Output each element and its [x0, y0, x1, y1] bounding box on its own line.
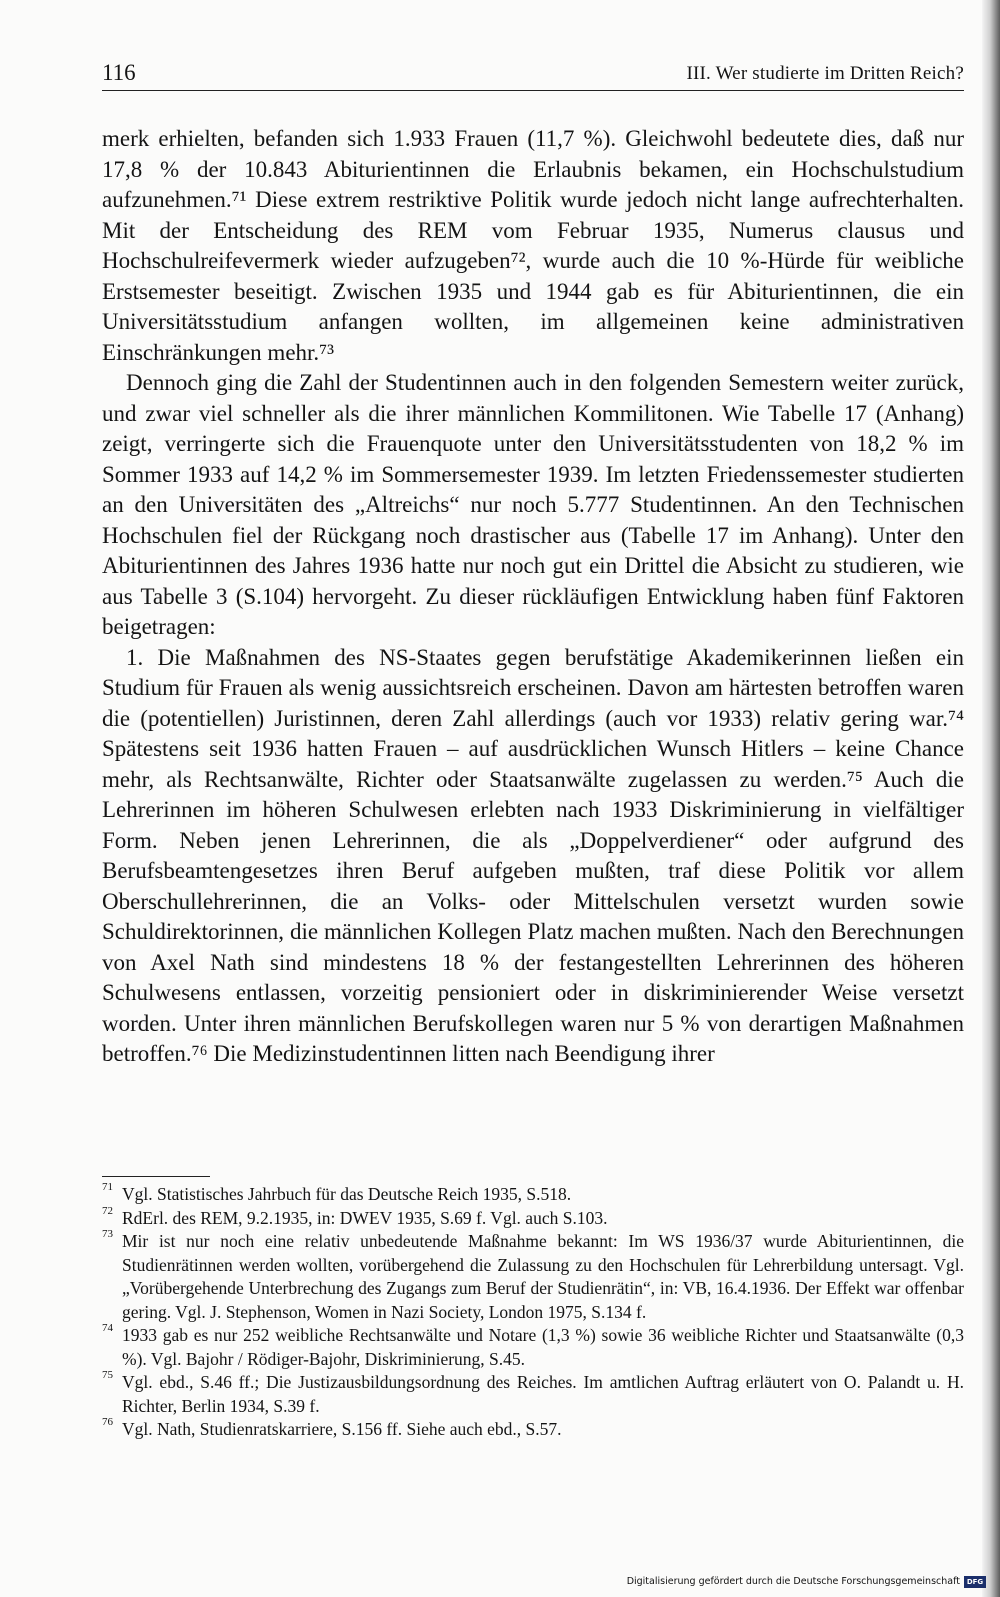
page-number: 116 — [102, 60, 136, 85]
footnote-text: Vgl. ebd., S.46 ff.; Die Justizausbildungsordnung des Reiches. Im amtlichen Auftrag erläutert von O. Palandt u. H. Richter, Berlin 1934, S.39 f. — [122, 1372, 964, 1416]
footnote-number: 74 — [102, 1322, 113, 1334]
dfg-logo: DFG — [964, 1576, 986, 1588]
footnote-text: RdErl. des REM, 9.2.1935, in: DWEV 1935, S.69 f. Vgl. auch S.103. — [122, 1207, 608, 1228]
footnote-divider — [102, 1176, 210, 1177]
running-head: III. Wer studierte im Dritten Reich? — [686, 63, 964, 84]
footnote — [102, 1324, 964, 1371]
footnote-number: 72 — [102, 1204, 113, 1217]
footnote — [102, 1418, 964, 1442]
digitization-credit — [627, 1575, 986, 1589]
footnote — [102, 1183, 964, 1207]
footnote-text: Mir ist nur noch eine relativ unbedeutende Maßnahme bekannt: Im WS 1936/37 wurde Abiturientinnen, die Studienrätinnen werden wollten, vorübergehend die Zulassung zu den Hochschulen für Lehrerbildung untersagt. Vgl. „Vorübergehende Unterbrechung des Zugangs zum Beruf der Studienrätin“, in: VB, 16.4.1936. Der Effekt war offenbar gering. Vgl. J. Stephenson, Women in Nazi Society, London 1975, S.134 f. — [122, 1231, 964, 1322]
credit-text: Digitalisierung gefördert durch die Deutsche Forschungsgemeinschaft — [626, 1576, 960, 1587]
footnote-number: 71 — [102, 1181, 113, 1193]
footnote — [102, 1371, 964, 1418]
body-text — [102, 124, 964, 1070]
page-header — [102, 58, 964, 91]
scan-edge-shadow — [982, 0, 1000, 1597]
footnote — [102, 1204, 964, 1231]
footnote-text: 1933 gab es nur 252 weibliche Rechtsanwälte und Notare (1,3 %) sowie 36 weibliche Richter und Staatsanwälte (0,3 %). Vgl. Bajohr / Rödiger-Bajohr, Diskriminierung, S.45. — [122, 1325, 964, 1369]
paragraph: 1. Die Maßnahmen des NS-Staates gegen berufstätige Akademikerinnen ließen ein Studium für Frauen als wenig aussichtsreich erscheinen. Davon am härtesten betroffen waren die (potentiellen) Juristinnen, deren Zahl allerdings (auch vor 1933) relativ gering war.⁷⁴ Spätestens seit 1936 hatten Frauen – auf ausdrücklichen Wunsch Hitlers – keine Chance mehr, als Rechtsanwälte, Richter oder Staatsanwälte zugelassen zu werden.⁷⁵ Auch die Lehrerinnen im höheren Schulwesen erlebten nach 1933 Diskriminierung in vielfältiger Form. Neben jenen Lehrerinnen, die als „Doppelverdiener“ oder aufgrund des Berufsbeamtengesetzes ihren Beruf aufgeben mußten, traf diese Politik vor allem Oberschullehrerinnen, die an Volks- oder Mittelschulen versetzt wurden sowie Schuldirektorinnen, die männlichen Kollegen Platz machen mußten. Nach den Berechnungen von Axel Nath sind mindestens 18 % der festangestellten Lehrerinnen des höheren Schulwesens entlassen, vorzeitig pensioniert oder in diskriminierender Weise versetzt worden. Unter ihren männlichen Berufskollegen waren nur 5 % von derartigen Maßnahmen betroffen.⁷⁶ Die Medizinstudentinnen litten nach Beendigung ihrer — [102, 644, 964, 1066]
footnote — [102, 1230, 964, 1324]
footnote-number: 73 — [102, 1228, 113, 1240]
paragraph: merk erhielten, befanden sich 1.933 Frauen (11,7 %). Gleichwohl bedeutete dies, daß nur 17,8 % der 10.843 Abiturientinnen die Erlaubnis bekamen, ein Hochschulstudium aufzunehmen.⁷¹ Diese extrem restriktive Politik wurde jedoch nicht lange aufrechterhalten. Mit der Entscheidung des REM vom Februar 1935, Numerus clausus und Hochschulreifevermerk wieder aufzugeben⁷², wurde auch die 10 %-Hürde für weibliche Erstsemester beseitigt. Zwischen 1935 und 1944 gab es für Abiturientinnen, die ein Universitätsstudium anfangen wollten, im allgemeinen keine administrativen Einschränkungen mehr.⁷³ — [102, 126, 964, 365]
footnote-number: 76 — [102, 1416, 113, 1428]
footnote-text: Vgl. Nath, Studienratskarriere, S.156 ff. Siehe auch ebd., S.57. — [122, 1419, 562, 1439]
footnotes — [102, 1183, 964, 1442]
footnote-number: 75 — [102, 1369, 113, 1381]
paragraph: Dennoch ging die Zahl der Studentinnen auch in den folgenden Semestern weiter zurück, und zwar viel schneller als die ihrer männlichen Kommilitonen. Wie Tabelle 17 (Anhang) zeigt, verringerte sich die Frauenquote unter den Universitätsstudenten von 18,2 % im Sommer 1933 auf 14,2 % im Sommersemester 1939. Im letzten Friedenssemester studierten an den Universitäten des „Altreichs“ nur noch 5.777 Studentinnen. An den Technischen Hochschulen fiel der Rückgang noch drastischer aus (Tabelle 17 im Anhang). Unter den Abiturientinnen des Jahres 1936 hatte nur noch gut ein Drittel die Absicht zu studieren, wie aus Tabelle 3 (S.104) hervorgeht. Zu dieser rückläufigen Entwicklung haben fünf Faktoren beigetragen: — [102, 370, 964, 639]
footnote-text: Vgl. Statistisches Jahrbuch für das Deutsche Reich 1935, S.518. — [122, 1184, 572, 1204]
